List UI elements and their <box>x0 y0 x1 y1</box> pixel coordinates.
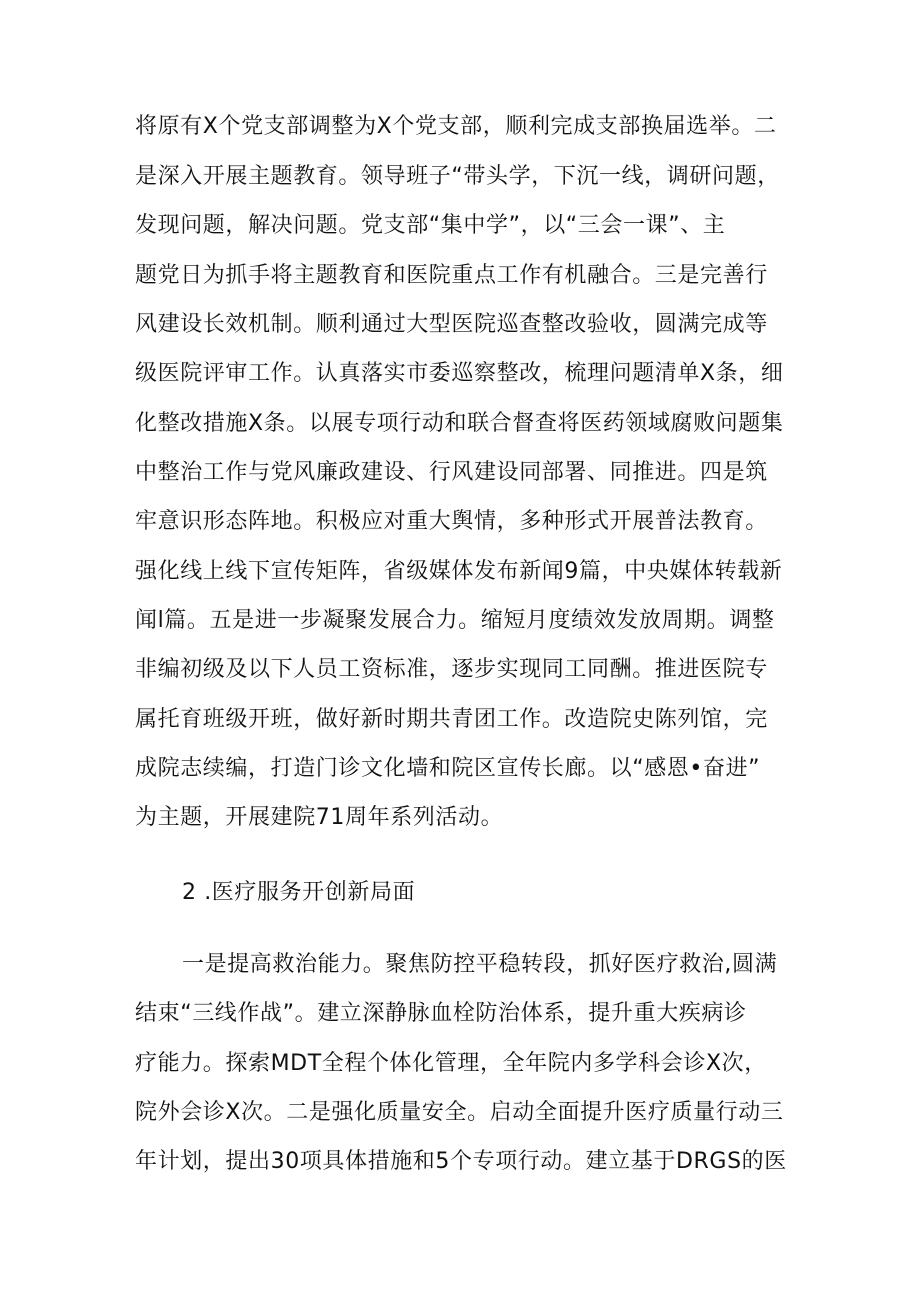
paragraph-line: 疗能力。探索MDT全程个体化管理，全年院内多学科会诊X次， <box>135 1051 767 1076</box>
paragraph-line: 年计划，提出30项具体措施和5个专项行动。建立基于DRGS的医 <box>135 1149 787 1174</box>
paragraph-line: 风建设长效机制。顺利通过大型医院巡查整改验收，圆满完成等 <box>135 312 768 337</box>
paragraph-line: 发现问题，解决问题。党支部“集中学”，以“三会一课”、主 <box>135 213 726 238</box>
paragraph-line: 为主题，开展建院71周年系列活动。 <box>135 805 504 830</box>
paragraph-line: 成院志续编，打造门诊文化墙和院区宣传长廊。以“感恩•奋进” <box>135 756 761 781</box>
paragraph-line: 一是提高救治能力。聚焦防控平稳转段，抓好医疗救治,圆满 <box>182 952 778 977</box>
paragraph-line: 结束“三线作战”。建立深静脉血栓防治体系，提升重大疾病诊 <box>135 1001 747 1026</box>
paragraph-line: 院外会诊X次。二是强化质量安全。启动全面提升医疗质量行动三 <box>135 1100 784 1125</box>
paragraph-line: 牢意识形态阵地。积极应对重大舆情，多种形式开展普法教育。 <box>135 509 768 534</box>
paragraph-line: 化整改措施X条。以展专项行动和联合督查将医药领域腐败问题集 <box>135 411 784 436</box>
paragraph-line: 题党日为抓手将主题教育和医院重点工作有机融合。三是完善行 <box>135 263 768 288</box>
section-heading: 2 .医疗服务开创新局面 <box>182 880 416 905</box>
paragraph-line: 强化线上线下宣传矩阵，省级媒体发布新闻9篇，中央媒体转载新 <box>135 559 783 584</box>
paragraph-line: 属托育班级开班，做好新时期共青团工作。改造院史陈列馆，完 <box>135 707 768 732</box>
paragraph-line: 闻l篇。五是进一步凝聚发展合力。缩短月度绩效发放周期。调整 <box>135 608 775 633</box>
paragraph-line: 是深入开展主题教育。领导班子“带头学，下沉一线，调研问题， <box>135 164 780 189</box>
paragraph-line: 级医院评审工作。认真落实市委巡察整改，梳理问题清单X条，细 <box>135 361 784 386</box>
paragraph-line: 非编初级及以下人员工资标准，逐步实现同工同酬。推进医院专 <box>135 657 768 682</box>
paragraph-line: 中整治工作与党风廉政建设、行风建设同部署、同推进。四是筑 <box>135 460 768 485</box>
paragraph-line: 将原有X个党支部调整为X个党支部，顺利完成支部换届选举。二 <box>135 114 777 139</box>
